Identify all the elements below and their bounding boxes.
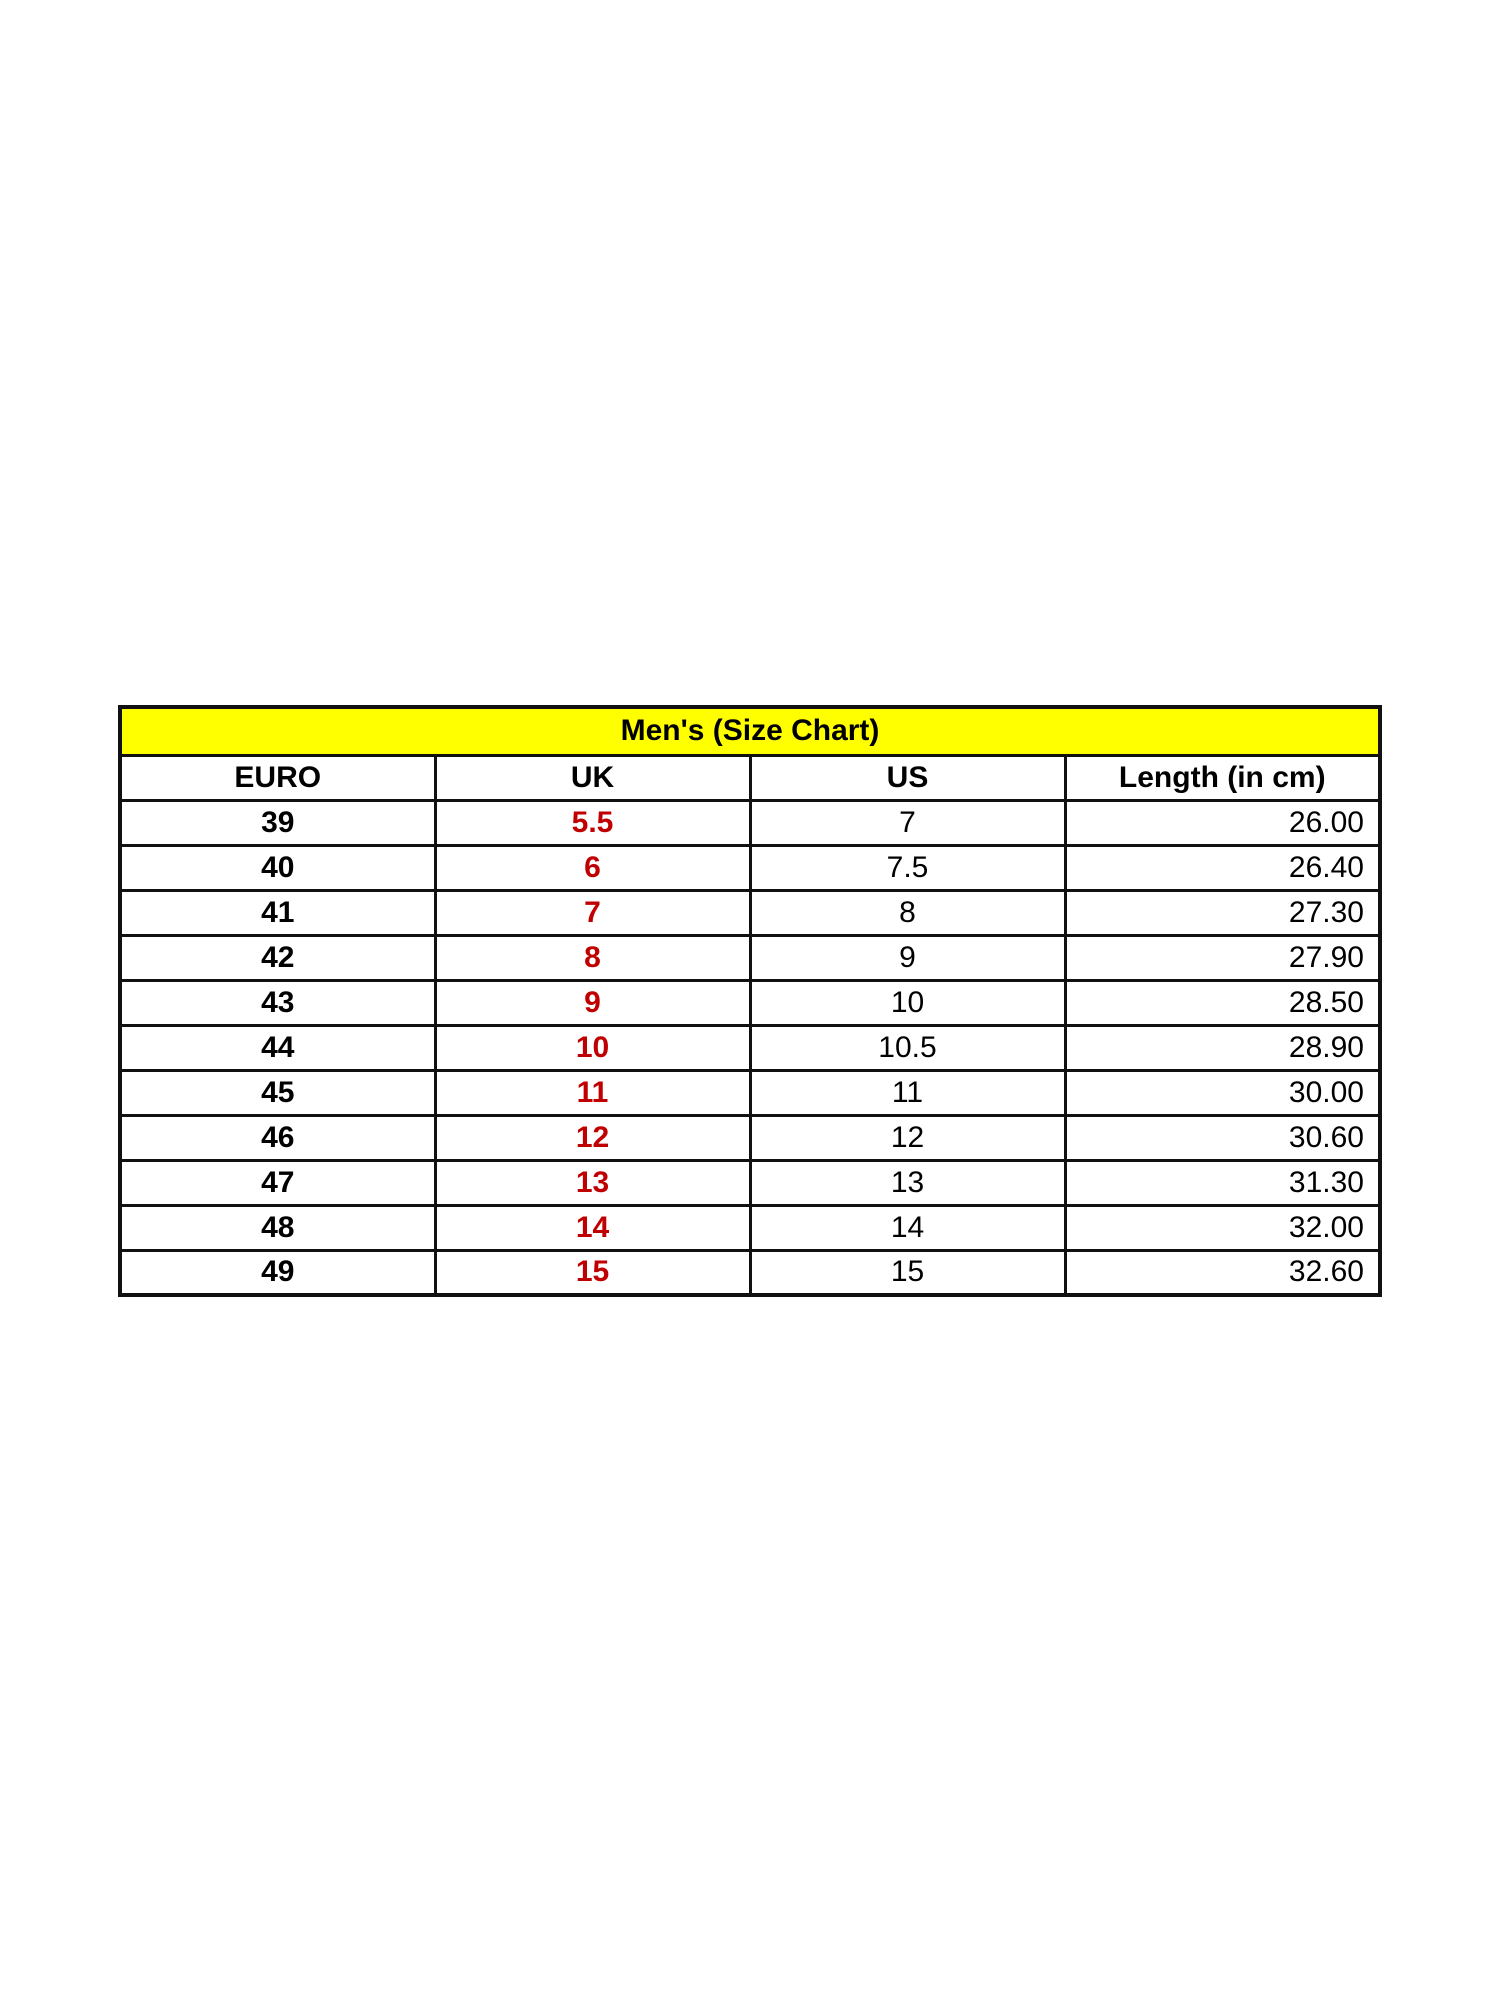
header-row xyxy=(120,755,1380,800)
table-row xyxy=(120,980,1380,1025)
cell-euro: 44 xyxy=(120,1025,435,1070)
cell-length: 27.30 xyxy=(1065,890,1380,935)
cell-us: 10 xyxy=(750,980,1065,1025)
cell-us: 9 xyxy=(750,935,1065,980)
cell-length: 32.00 xyxy=(1065,1205,1380,1250)
cell-uk: 8 xyxy=(435,935,750,980)
cell-euro: 43 xyxy=(120,980,435,1025)
cell-uk: 15 xyxy=(435,1250,750,1295)
header-uk: UK xyxy=(435,755,750,800)
chart-title: Men's (Size Chart) xyxy=(120,707,1380,755)
cell-length: 26.00 xyxy=(1065,800,1380,845)
cell-us: 10.5 xyxy=(750,1025,1065,1070)
table-row xyxy=(120,1250,1380,1295)
cell-uk: 13 xyxy=(435,1160,750,1205)
table-row xyxy=(120,1160,1380,1205)
cell-us: 7.5 xyxy=(750,845,1065,890)
cell-length: 32.60 xyxy=(1065,1250,1380,1295)
cell-length: 26.40 xyxy=(1065,845,1380,890)
cell-euro: 46 xyxy=(120,1115,435,1160)
cell-uk: 10 xyxy=(435,1025,750,1070)
cell-length: 28.90 xyxy=(1065,1025,1380,1070)
table-row xyxy=(120,845,1380,890)
cell-us: 15 xyxy=(750,1250,1065,1295)
table-row xyxy=(120,890,1380,935)
table-body xyxy=(120,800,1380,1295)
cell-euro: 47 xyxy=(120,1160,435,1205)
table-row xyxy=(120,800,1380,845)
cell-euro: 40 xyxy=(120,845,435,890)
cell-euro: 49 xyxy=(120,1250,435,1295)
cell-euro: 42 xyxy=(120,935,435,980)
cell-uk: 11 xyxy=(435,1070,750,1115)
cell-uk: 14 xyxy=(435,1205,750,1250)
cell-euro: 41 xyxy=(120,890,435,935)
cell-euro: 39 xyxy=(120,800,435,845)
cell-euro: 48 xyxy=(120,1205,435,1250)
table-row xyxy=(120,1070,1380,1115)
cell-us: 8 xyxy=(750,890,1065,935)
cell-length: 31.30 xyxy=(1065,1160,1380,1205)
table-row xyxy=(120,1115,1380,1160)
cell-euro: 45 xyxy=(120,1070,435,1115)
cell-us: 11 xyxy=(750,1070,1065,1115)
cell-uk: 12 xyxy=(435,1115,750,1160)
table-row xyxy=(120,1025,1380,1070)
cell-length: 28.50 xyxy=(1065,980,1380,1025)
cell-us: 12 xyxy=(750,1115,1065,1160)
header-us: US xyxy=(750,755,1065,800)
cell-length: 30.00 xyxy=(1065,1070,1380,1115)
cell-length: 30.60 xyxy=(1065,1115,1380,1160)
title-row xyxy=(120,707,1380,755)
cell-us: 13 xyxy=(750,1160,1065,1205)
cell-us: 14 xyxy=(750,1205,1065,1250)
header-euro: EURO xyxy=(120,755,435,800)
cell-length: 27.90 xyxy=(1065,935,1380,980)
table-row xyxy=(120,935,1380,980)
cell-uk: 7 xyxy=(435,890,750,935)
cell-uk: 5.5 xyxy=(435,800,750,845)
cell-uk: 9 xyxy=(435,980,750,1025)
table-row xyxy=(120,1205,1380,1250)
cell-us: 7 xyxy=(750,800,1065,845)
size-chart-table xyxy=(118,705,1382,1297)
cell-uk: 6 xyxy=(435,845,750,890)
header-length: Length (in cm) xyxy=(1065,755,1380,800)
